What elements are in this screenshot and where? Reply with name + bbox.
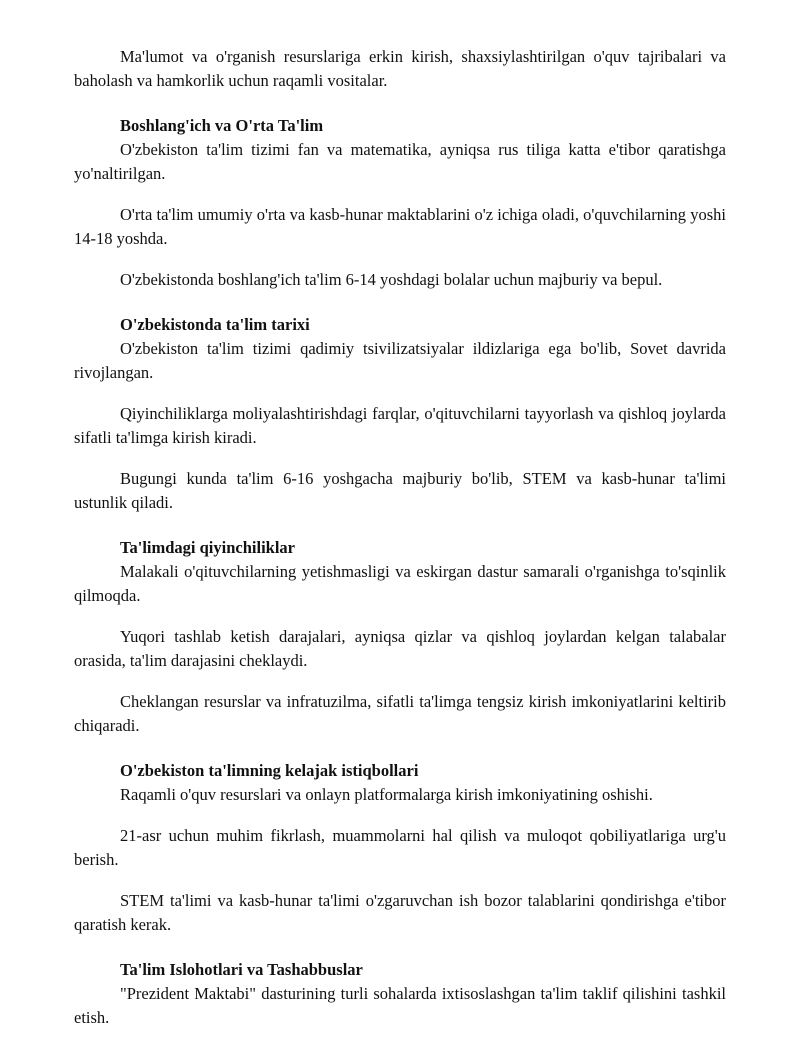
document-page xyxy=(74,45,726,1047)
section-heading: Ta'lim Islohotlari va Tashabbuslar xyxy=(120,960,363,979)
paragraph: O'rta ta'lim umumiy o'rta va kasb-hunar maktablarini o'z ichiga oladi, o'quvchilarning yoshi 14-18 yoshda. xyxy=(74,205,726,248)
section-heading: Ta'limdagi qiyinchiliklar xyxy=(120,538,295,557)
paragraph: 21-asr uchun muhim fikrlash, muammolarni hal qilish va muloqot qobiliyatlariga urg'u berish. xyxy=(74,826,726,869)
section-heading: O'zbekistonda ta'lim tarixi xyxy=(120,315,310,334)
intro-paragraph: Ma'lumot va o'rganish resurslariga erkin kirish, shaxsiylashtirilgan o'quv tajribalari va baholash va hamkorlik uchun raqamli vositalar. xyxy=(74,47,726,90)
paragraph: O'zbekiston ta'lim tizimi qadimiy tsivilizatsiyalar ildizlariga ega bo'lib, Sovet davrida rivojlangan. xyxy=(74,339,726,382)
section-primary-secondary-education xyxy=(74,114,726,292)
section-heading: O'zbekiston ta'limning kelajak istiqbollari xyxy=(120,761,419,780)
section-education-challenges xyxy=(74,536,726,738)
paragraph: Malakali o'qituvchilarning yetishmasligi va eskirgan dastur samarali o'rganishga to'sqinlik qilmoqda. xyxy=(74,562,726,605)
paragraph: STEM ta'limi va kasb-hunar ta'limi o'zgaruvchan ish bozor talablarini qondirishga e'tibor qaratish kerak. xyxy=(74,891,726,934)
paragraph: O'zbekiston ta'lim tizimi fan va matematika, ayniqsa rus tiliga katta e'tibor qaratishga yo'naltirilgan. xyxy=(74,140,726,183)
paragraph: Qiyinchiliklarga moliyalashtirishdagi farqlar, o'qituvchilarni tayyorlash va qishloq joylarda sifatli ta'limga kirish kiradi. xyxy=(74,404,726,447)
section-education-history xyxy=(74,313,726,515)
paragraph: O'zbekistonda boshlang'ich ta'lim 6-14 yoshdagi bolalar uchun majburiy va bepul. xyxy=(120,270,663,289)
section-heading: Boshlang'ich va O'rta Ta'lim xyxy=(120,116,324,135)
paragraph: Raqamli o'quv resurslari va onlayn platformalarga kirish imkoniyatining oshishi. xyxy=(120,785,653,804)
paragraph: Yuqori tashlab ketish darajalari, ayniqsa qizlar va qishloq joylardan kelgan talabalar orasida, ta'lim darajasini cheklaydi. xyxy=(74,627,726,670)
paragraph: "Prezident Maktabi" dasturining turli sohalarda ixtisoslashgan ta'lim taklif qilishini tashkil etish. xyxy=(74,984,726,1027)
section-reforms-initiatives xyxy=(74,958,726,1030)
section-future-prospects xyxy=(74,759,726,937)
paragraph: Cheklangan resurslar va infratuzilma, sifatli ta'limga tengsiz kirish imkoniyatlarini keltirib chiqaradi. xyxy=(74,692,726,735)
paragraph: Bugungi kunda ta'lim 6-16 yoshgacha majburiy bo'lib, STEM va kasb-hunar ta'limi ustunlik qiladi. xyxy=(74,469,726,512)
